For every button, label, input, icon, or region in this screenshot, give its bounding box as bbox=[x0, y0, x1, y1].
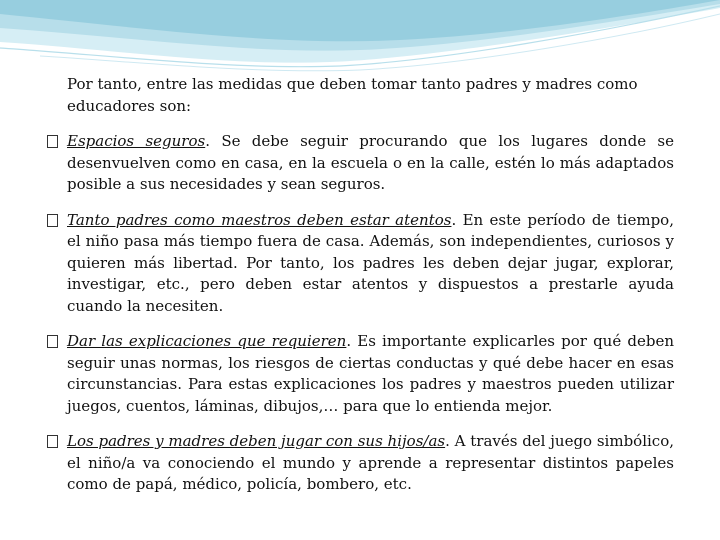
list-item bbox=[46, 131, 674, 196]
item-text: . A través del juego simbólico, el niño/a va conociendo el mundo y aprende a representar distintos papeles como de papá, médico, policía, bombero, etc. bbox=[67, 432, 674, 493]
square-bullet-icon bbox=[47, 135, 58, 148]
square-bullet-icon bbox=[47, 435, 58, 448]
item-text: . Se debe seguir procurando que los lugares donde se desenvuelven como en casa, en la escuela o en la calle, estén lo más adaptados posible a sus necesidades y sean seguros. bbox=[67, 132, 674, 193]
intro-paragraph: Por tanto, entre las medidas que deben tomar tanto padres y madres como educadores son: bbox=[67, 75, 638, 115]
decorative-wave-banner bbox=[0, 0, 720, 80]
list-item bbox=[46, 431, 674, 496]
item-heading: Dar las explicaciones que requieren bbox=[67, 332, 347, 350]
item-text: . En este período de tiempo, el niño pasa más tiempo fuera de casa. Además, son independientes, curiosos y quieren más libertad. Por tanto, los padres les deben dejar jugar, explorar, investigar, etc., pero deben estar atentos y dispuestos a prestarle ayuda cuando la necesiten. bbox=[67, 210, 674, 315]
item-heading: Espacios seguros bbox=[67, 132, 206, 150]
item-heading: Los padres y madres deben jugar con sus hijos/as bbox=[67, 432, 446, 450]
list-item bbox=[46, 210, 674, 318]
square-bullet-icon bbox=[47, 335, 58, 348]
list-item bbox=[46, 331, 674, 417]
slide-content bbox=[46, 74, 674, 510]
square-bullet-icon bbox=[47, 214, 58, 227]
item-heading: Tanto padres como maestros deben estar atentos bbox=[67, 210, 452, 229]
item-text: . Es importante explicarles por qué deben seguir unas normas, los riesgos de ciertas conductas y qué debe hacer en esas circunstancias. Para estas explicaciones los padres y maestros pueden utilizar juegos, cuentos, láminas, dibujos,… para que lo entienda mejor. bbox=[67, 332, 674, 415]
